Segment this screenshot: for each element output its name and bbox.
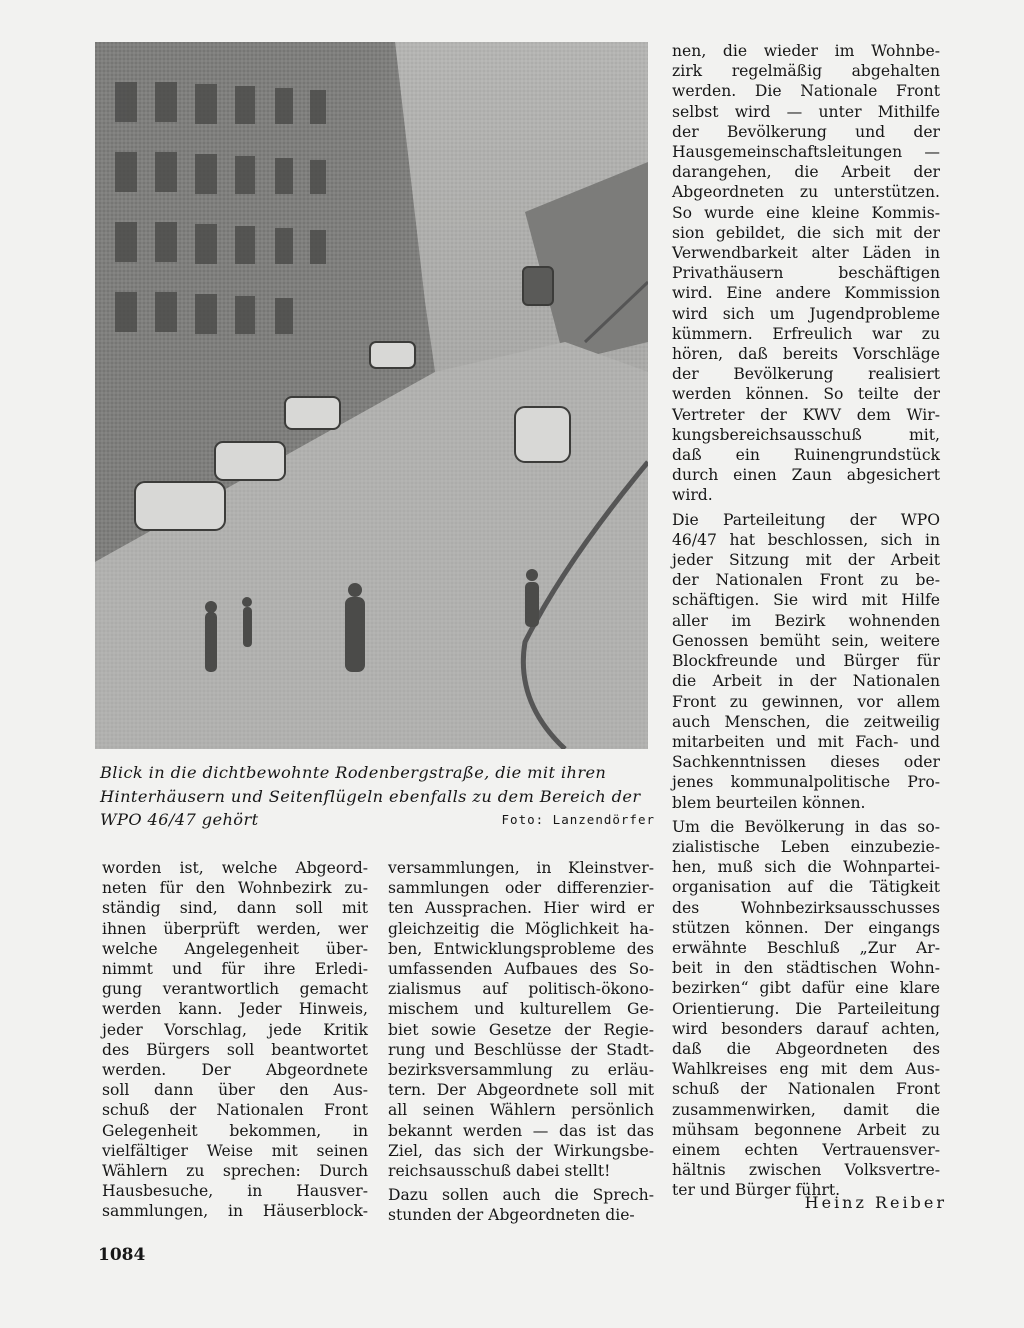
text-line: Genossen bemüht sein, weitere [672,631,940,650]
text-line: schuß der Nationalen Front [102,1101,368,1120]
text-line: organisation auf die Tätigkeit [672,878,940,897]
text-line: Verwendbarkeit alter Läden in [672,244,940,263]
text-line: zialistische Leben einzubezie- [672,837,940,856]
text-line: neten für den Wohnbezirk zu- [102,879,368,898]
text-line: erwähnte Beschluß „Zur Ar- [672,938,940,957]
text-line: werden. Die Nationale Front [672,82,940,101]
text-line: ter und Bürger führt. [672,1181,841,1200]
text-line: zialismus auf politisch-ökono- [388,980,654,999]
text-line: jenes kommunalpolitische Pro- [672,773,940,792]
photo-credit: Foto: Lanzendörfer [501,812,655,827]
street-photo-icon [95,42,648,749]
text-line: sammlungen oder differenzier- [388,879,654,898]
text-line: vielfältiger Weise mit seinen [102,1141,368,1160]
text-line: hältnis zwischen Volksvertre- [672,1161,940,1180]
author-signature: Heinz Reiber [804,1193,947,1212]
text-line: ständig sind, dann soll mit [102,899,368,918]
text-line: des Bürgers soll beantwortet [102,1040,368,1059]
text-line: Hausbesuche, in Hausver- [102,1182,368,1201]
text-line: bezirksversammlung zu erläu- [388,1061,654,1080]
text-line: Front zu gewinnen, vor allem [672,692,940,711]
text-line: jeder Vorschlag, jede Kritik [102,1020,368,1039]
text-line: daß ein Ruinengrundstück [672,446,940,465]
text-line: Die Parteileitung der WPO [672,510,940,529]
text-line: Dazu sollen auch die Sprech- [388,1186,654,1205]
text-line: Blockfreunde und Bürger für [672,652,940,671]
text-line: gleichzeitig die Möglichkeit ha- [388,919,654,938]
paragraph [672,41,940,506]
text-line: kungsbereichsausschuß mit, [672,425,940,444]
text-line: auch Menschen, die zeitweilig [672,712,940,731]
paragraph [388,858,654,1181]
text-line: hören, daß bereits Vorschläge [672,345,940,364]
text-line: Ziel, das sich der Wirkungsbe- [388,1141,654,1160]
text-line: tern. Der Abgeordnete soll mit [388,1081,654,1100]
right-column [672,41,940,1201]
text-line: beit in den städtischen Wohn- [672,959,940,978]
text-line: ben, Entwicklungsprobleme des [388,939,654,958]
photo-caption [100,761,655,832]
text-line: mischem und kulturellem Ge- [388,1000,654,1019]
text-line: zirk regelmäßig abgehalten [672,62,940,81]
text-line: So wurde eine kleine Kommis- [672,203,940,222]
text-line: Vertreter der KWV dem Wir- [672,405,940,424]
text-line: wird besonders darauf achten, [672,1019,940,1038]
text-line: blem beurteilen können. [672,793,866,812]
text-line: jeder Sitzung mit der Arbeit [672,551,940,570]
page-number: 1084 [98,1245,146,1265]
text-line: schuß der Nationalen Front [672,1080,940,1099]
text-line: mitarbeiten und mit Fach- und [672,732,940,751]
text-line: darangehen, die Arbeit der [672,163,940,182]
text-line: Um die Bevölkerung in das so- [672,817,940,836]
text-line: Hausgemeinschaftsleitungen — [672,143,940,162]
text-line: stunden der Abgeordneten die- [388,1206,635,1225]
street-photo [95,42,648,749]
caption-line: WPO 46/47 gehört [100,810,259,829]
caption-line: Hinterhäusern und Seitenflügeln ebenfalls zu dem Bereich der [100,786,641,806]
text-line: Sachkenntnissen dieses oder [672,753,940,772]
text-line: zusammenwirken, damit die [672,1100,940,1119]
text-line: Abgeordneten zu unterstützen. [672,183,940,202]
text-line: kümmern. Erfreulich war zu [672,324,940,343]
text-line: ihnen überprüft werden, wer [102,919,368,938]
text-line: sammlungen, in Häuserblock- [102,1202,368,1221]
text-line: werden. Der Abgeordnete [102,1061,368,1080]
text-line: versammlungen, in Kleinstver- [388,859,654,877]
caption-line: Blick in die dichtbewohnte Rodenbergstraße, die mit ihren [100,763,607,782]
paragraph [388,1185,654,1225]
text-line: umfassenden Aufbaues des So- [388,960,654,979]
text-line: daß die Abgeordneten des [672,1039,940,1058]
paragraph [672,510,940,813]
text-line: Orientierung. Die Parteileitung [672,999,940,1018]
text-line: nimmt und für ihre Erledi- [102,960,368,979]
text-line: mühsam begonnene Arbeit zu [672,1120,940,1139]
text-line: rung und Beschlüsse der Stadt- [388,1040,654,1059]
text-line: werden kann. Jeder Hinweis, [102,1000,368,1019]
paragraph [672,817,940,1201]
text-line: Wählern zu sprechen: Durch [102,1162,368,1181]
text-line: stützen können. Der eingangs [672,918,940,937]
text-line: des Wohnbezirksausschusses [672,898,940,917]
text-line: 46/47 hat beschlossen, sich in [672,530,940,549]
text-line: worden ist, welche Abgeord- [102,859,368,877]
text-line: nen, die wieder im Wohnbe- [672,42,940,60]
text-line: aller im Bezirk wohnenden [672,611,940,630]
text-line: durch einen Zaun abgesichert [672,466,940,485]
text-line: die Arbeit in der Nationalen [672,672,940,691]
text-line: ten Aussprachen. Hier wird er [388,899,654,918]
text-line: einem echten Vertrauensver- [672,1140,940,1159]
text-line: wird sich um Jugendprobleme [672,304,940,323]
text-line: sion gebildet, die sich mit der [672,223,940,242]
text-line: Wahlkreises eng mit dem Aus- [672,1060,940,1079]
text-line: biet sowie Gesetze der Regie- [388,1020,654,1039]
text-line: soll dann über den Aus- [102,1081,368,1100]
paragraph [102,858,368,1222]
text-line: selbst wird — unter Mithilfe [672,102,940,121]
text-line: der Nationalen Front zu be- [672,571,940,590]
text-line: reichsausschuß dabei stellt! [388,1162,611,1181]
text-line: hen, muß sich die Wohnpartei- [672,858,940,877]
text-line: bekannt werden — das ist das [388,1121,654,1140]
text-line: all seinen Wählern persönlich [388,1101,654,1120]
text-line: werden können. So teilte der [672,385,940,404]
text-line: der Bevölkerung und der [672,122,940,141]
text-line: welche Angelegenheit über- [102,939,368,958]
text-line: wird. Eine andere Kommission [672,284,940,303]
text-line: der Bevölkerung realisiert [672,365,940,384]
text-line: Privathäusern beschäftigen [672,264,940,283]
middle-column [388,858,654,1226]
text-line: bezirken“ gibt dafür eine klare [672,979,940,998]
text-line: gung verantwortlich gemacht [102,980,368,999]
text-line: Gelegenheit bekommen, in [102,1121,368,1140]
text-line: schäftigen. Sie wird mit Hilfe [672,591,940,610]
text-line: wird. [672,486,713,505]
left-column [102,858,368,1222]
